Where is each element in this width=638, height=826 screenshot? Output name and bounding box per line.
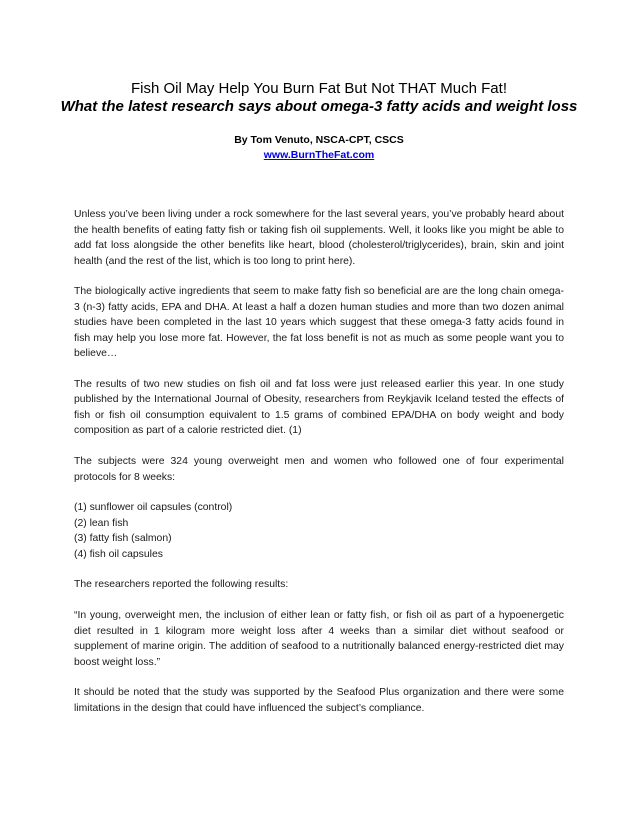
article-body: [74, 207, 564, 732]
protocol-list: [74, 500, 564, 562]
author-byline: By Tom Venuto, NSCA-CPT, CSCS: [234, 134, 404, 146]
list-item: (4) fish oil capsules: [74, 548, 163, 560]
results-quote: “In young, overweight men, the inclusion of either lean or fatty fish, or fish oil as part of a hypoenergetic diet resulted in 1 kilogram more weight loss after 4 weeks than a similar diet without seafood or supplement of marine origin. The addition of seafood to a nutritionally balanced energy-restricted diet may boost weight loss.”: [74, 610, 564, 668]
paragraph-study: The results of two new studies on fish oil and fat loss were just released earlier this year. In one study published by the International Journal of Obesity, researchers from Reykjavik Iceland tested the effects of fish or fish oil consumption equivalent to 1.5 grams of combined EPA/DHA on body weight and body composition as part of a calorie restricted diet. (1): [74, 378, 564, 437]
list-item: (1) sunflower oil capsules (control): [74, 502, 233, 514]
paragraph-intro: Unless you’ve been living under a rock somewhere for the last several years, you’ve probably heard about the health benefits of eating fatty fish or taking fish oil supplements. Well, it looks like you might be able to add fat loss alongside the other benefits like heart, blood (cholesterol/triglycerides), brain, skin and joint health (and the rest of the list, which is too long to print here).: [74, 209, 564, 267]
article-title: Fish Oil May Help You Burn Fat But Not THAT Much Fat!: [131, 80, 507, 97]
results-intro: The researchers reported the following results:: [74, 579, 289, 591]
paragraph-omega3: The biologically active ingredients that seem to make fatty fish so beneficial are are the long chain omega-3 (n-3) fatty acids, EPA and DHA. At least a half a dozen human studies and more than two dozen animal studies have been completed in the last 10 years which suggest that these omega-3 fatty acids found in fish may help you lose more fat. However, the fat loss benefit is not as much as some people want you to believe…: [74, 286, 564, 360]
list-item: (3) fatty fish (salmon): [74, 533, 172, 545]
paragraph-subjects: The subjects were 324 young overweight men and women who followed one of four experimental protocols for 8 weeks:: [74, 456, 564, 483]
website-link[interactable]: www.BurnTheFat.com: [263, 149, 375, 161]
article-subtitle: What the latest research says about omega-3 fatty acids and weight loss: [60, 98, 578, 115]
list-item: (2) lean fish: [74, 517, 129, 529]
closing-paragraph: It should be noted that the study was supported by the Seafood Plus organization and there were some limitations in the design that could have influenced the subject’s compliance.: [74, 687, 564, 714]
